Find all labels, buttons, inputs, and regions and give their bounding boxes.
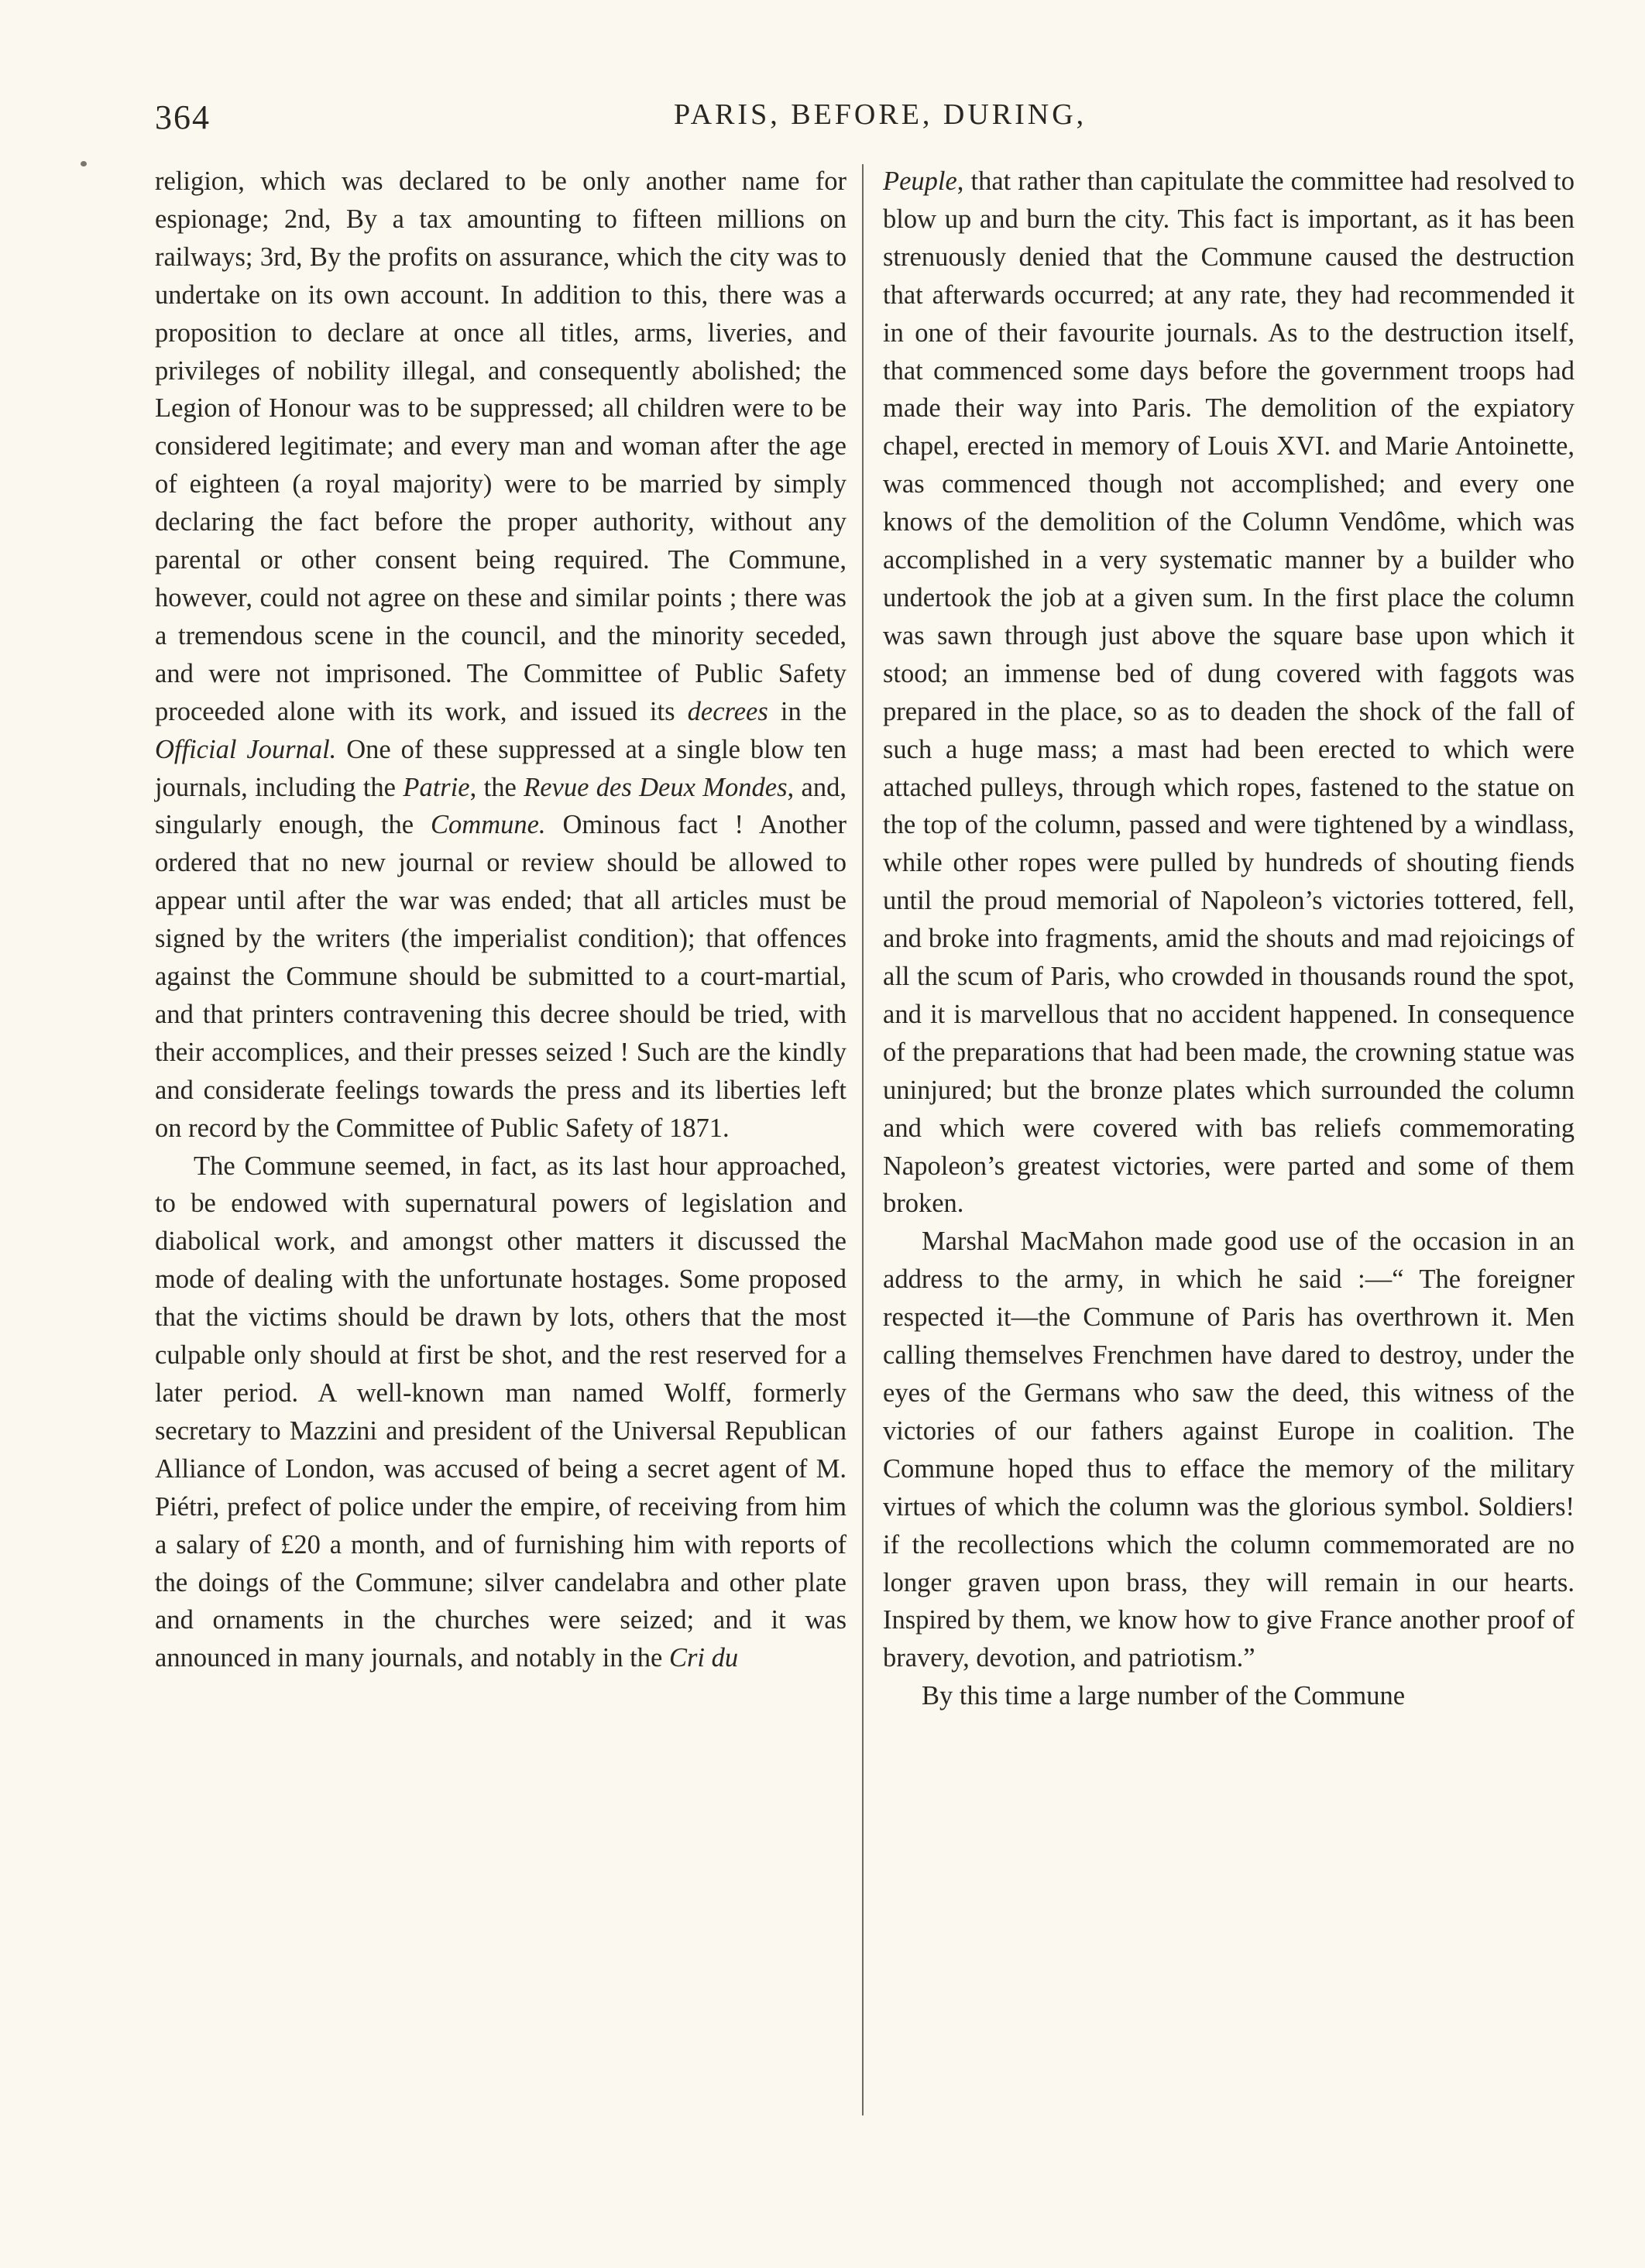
- paragraph: Peuple, that rather than capitulate the committee had resolved to blow up and burn the city. This fact is important, as it has been strenuously denied that the Commune caused the destruction that afterwards occurred; at any rate, they had recommended it in one of their favourite journals. As to the destruction itself, that commenced some days before the government troops had made their way into Paris. The demolition of the expiatory chapel, erected in memory of Louis XVI. and Marie Antoinette, was commenced though not accomplished; and every one knows of the demolition of the Column Vendôme, which was accomplished in a very systematic manner by a builder who undertook the job at a given sum. In the first place the column was sawn through just above the square base upon which it stood; an immense bed of dung covered with faggots was prepared in the place, so as to deaden the shock of the fall of such a huge mass; a mast had been erected to which were attached pulleys, through which ropes, fastened to the statue on the top of the column, passed and were tightened by a windlass, while other ropes were pulled by hundreds of shouting fiends until the proud memorial of Napoleon’s victories tottered, fell, and broke into fragments, amid the shouts and mad rejoicings of all the scum of Paris, who crowded in thousands round the spot, and it is marvellous that no accident happened. In consequence of the preparations that had been made, the crowning statue was uninjured; but the bronze plates which surrounded the column and which were covered with bas reliefs commemorating Napoleon’s greatest victories, were parted and some of them broken.: [883, 166, 1575, 1219]
- left-column: [155, 163, 847, 1677]
- page-number: 364: [155, 98, 211, 136]
- paragraph: The Commune seemed, in fact, as its last hour approached, to be endowed with supernatural powers of legislation and diabolical work, and amongst other matters it discussed the mode of dealing with the unfortunate hostages. Some proposed that the victims should be drawn by lots, others that the most culpable only should at first be shot, and the rest reserved for a later period. A well-known man named Wolff, formerly secretary to Mazzini and president of the Universal Republican Alliance of London, was accused of being a secret agent of M. Piétri, prefect of police under the empire, of receiving from him a salary of £20 a month, and of furnishing him with reports of the doings of the Commune; silver candelabra and other plate and ornaments in the churches were seized; and it was announced in many journals, and notably in the Cri du: [155, 1151, 847, 1673]
- page-header: [155, 98, 1568, 144]
- right-column: [883, 163, 1575, 1715]
- italic-text: Peuple: [883, 166, 957, 196]
- ink-speck: [81, 161, 87, 166]
- running-title: PARIS, BEFORE, DURING,: [674, 98, 1087, 131]
- column-divider: [862, 164, 864, 2115]
- italic-text: Commune.: [431, 810, 546, 840]
- italic-text: decrees: [687, 696, 768, 726]
- paragraph: By this time a large number of the Commune: [922, 1681, 1406, 1711]
- italic-text: Patrie: [403, 772, 470, 802]
- italic-text: Revue des Deux Mondes: [524, 772, 788, 802]
- paragraph: Marshal MacMahon made good use of the occasion in an address to the army, in which he said :—“ The foreigner respected it—the Commune of Paris has overthrown it. Men calling themselves Frenchmen have dared to destroy, under the eyes of the Germans who saw the deed, this witness of the victories of our fathers against Europe in coalition. The Commune hoped thus to efface the memory of the military virtues of which the column was the glorious symbol. Soldiers! if the recollections which the column commemorated are no longer graven upon brass, they will remain in our hearts. Inspired by them, we know how to give France another proof of bravery, devotion, and patriotism.”: [883, 1227, 1575, 1673]
- paragraph: religion, which was declared to be only another name for espionage; 2nd, By a tax amounting to fifteen millions on railways; 3rd, By the profits on assurance, which the city was to undertake on its own account. In addition to this, there was a proposition to declare at once all titles, arms, liveries, and privileges of nobility illegal, and consequently abolished; the Legion of Honour was to be suppressed; all children were to be considered legitimate; and every man and woman after the age of eighteen (a royal majority) were to be married by simply declaring the fact before the proper authority, without any parental or other consent being required. The Commune, however, could not agree on these and similar points ; there was a tremendous scene in the council, and the minority seceded, and were not imprisoned. The Committee of Public Safety proceeded alone with its work, and issued its decrees in the Official Journal. One of these suppressed at a single blow ten journals, including the Patrie, the Revue des Deux Mondes, and, singularly enough, the Commune. Ominous fact ! Another ordered that no new journal or review should be allowed to appear until after the war was ended; that all articles must be signed by the writers (the imperialist condition); that offences against the Commune should be submitted to a court-martial, and that printers contravening this decree should be tried, with their accomplices, and their presses seized ! Such are the kindly and considerate feelings towards the press and its liberties left on record by the Committee of Public Safety of 1871.: [155, 166, 847, 1143]
- italic-text: Cri du: [668, 1643, 739, 1673]
- italic-text: Official Journal.: [155, 734, 337, 764]
